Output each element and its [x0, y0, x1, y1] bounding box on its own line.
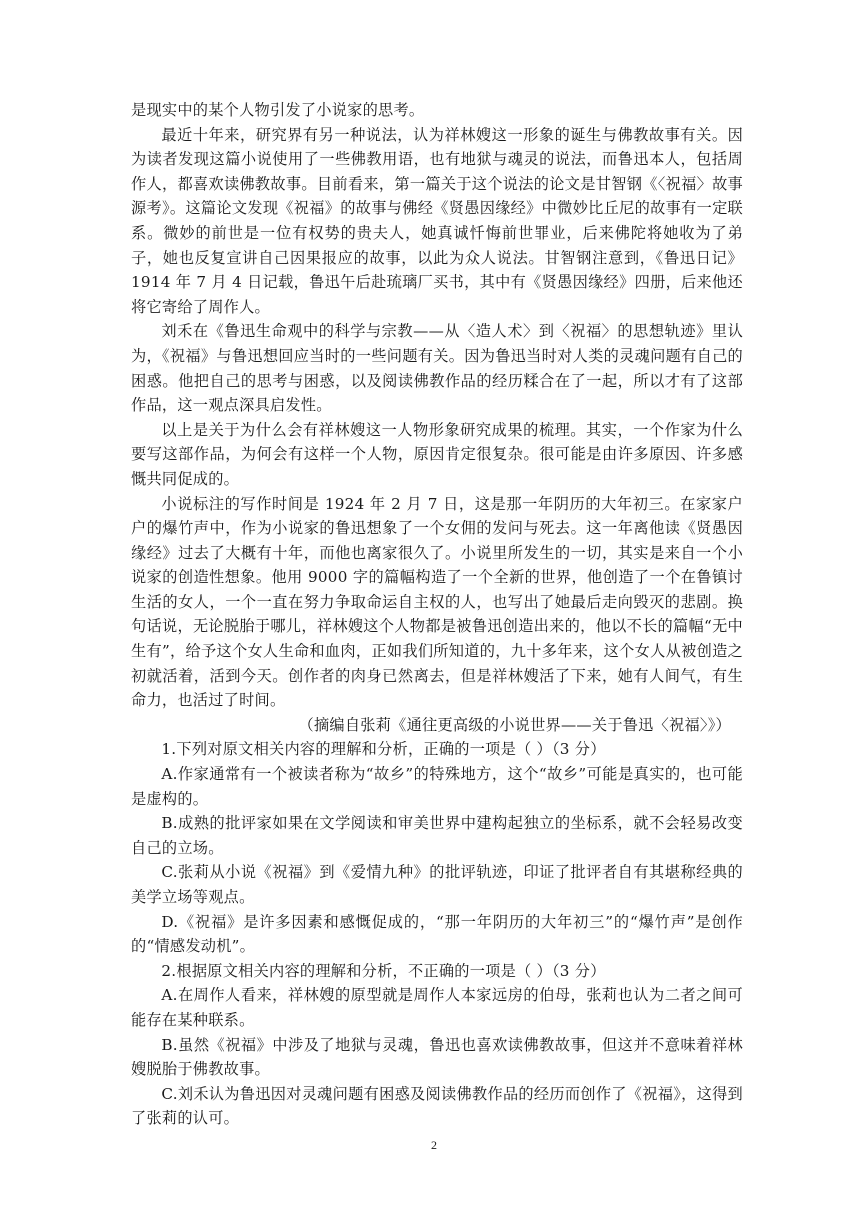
question-1-option-a: A.作家通常有一个被读者称为“故乡”的特殊地方，这个“故乡”可能是真实的，也可能是虚构的。: [131, 765, 743, 808]
question-1-option-d: D.《祝福》是许多因素和感慨促成的，“那一年阴历的大年初三”的“爆竹声”是创作的“情感发动机”。: [131, 912, 743, 956]
question-1-option-c: C.张莉从小说《祝福》到《爱情九种》的批评轨迹，印证了批评者自有其堪称经典的美学立场等观点。: [131, 863, 743, 906]
paragraph-writing-time: 小说标注的写作时间是 1924 年 2 月 7 日，这是那一年阴历的大年初三。在家家户户的爆竹声中，作为小说家的鲁迅想象了一个女佣的发问与死去。这一年离他读《贤愚因缘经》过去了大概有十年，而他也离家很久了。小说里所发生的一切，其实是来自一个小说家的创造性想象。他用 9000 字的篇幅构造了一个全新的世界，他创造了一个在鲁镇讨生活的女人，一个一直在努力争取命运自主权的人，也写出了她最后走向毁灭的悲剧。换句话说，无论脱胎于哪儿，祥林嫂这个人物都是被鲁迅创造出来的，他以不长的篇幅“无中生有”，给予这个女人生命和血肉，正如我们所知道的，九十多年来，这个女人从被创造之初就活着，活到今天。创作者的肉身已然离去，但是祥林嫂活了下来，她有人间气，有生命力，也活过了时间。: [131, 494, 743, 710]
question-2-stem: 2.根据原文相关内容的理解和分析，不正确的一项是（ ）（3 分）: [161, 961, 606, 980]
paragraph-summary: 以上是关于为什么会有祥林嫂这一人物形象研究成果的梳理。其实，一个作家为什么要写这部作品，为何会有这样一个人物，原因肯定很复杂。很可能是由许多原因、许多感慨共同促成的。: [131, 420, 743, 488]
question-2-option-c: C.刘禾认为鲁迅因对灵魂问题有困惑及阅读佛教作品的经历而创作了《祝福》，这得到了张莉的认可。: [131, 1084, 743, 1128]
document-body: [131, 98, 743, 1131]
question-1-option-b: B.成熟的批评家如果在文学阅读和审美世界中建构起独立的坐标系，就不会轻易改变自己的立场。: [131, 814, 743, 857]
paragraph-liu-he: 刘禾在《鲁迅生命观中的科学与宗教——从〈造人术〉到〈祝福〉的思想轨迹》里认为，《祝福》与鲁迅想回应当时的一些问题有关。因为鲁迅当时对人类的灵魂问题有自己的困惑。他把自己的思考与困惑，以及阅读佛教作品的经历糅合在了一起，所以才有了这部作品，这一观点深具启发性。: [131, 322, 743, 415]
question-1-stem: 1.下列对原文相关内容的理解和分析，正确的一项是（ ）（3 分）: [161, 740, 606, 759]
paragraph-buddhist-theory: 最近十年来，研究界有另一种说法，认为祥林嫂这一形象的诞生与佛教故事有关。因为读者发现这篇小说使用了一些佛教用语，也有地狱与魂灵的说法，而鲁迅本人，包括周作人，都喜欢读佛教故事。目前看来，第一篇关于这个说法的论文是甘智钢《〈祝福〉故事源考》。这篇论文发现《祝福》的故事与佛经《贤愚因缘经》中微妙比丘尼的故事有一定联系。微妙的前世是一位有权势的贵夫人，她真诚忏悔前世罪业，后来佛陀将她收为了弟子，她也反复宣讲自己因果报应的故事，以此为众人说法。甘智钢注意到，《鲁迅日记》1914 年 7 月 4 日记载，鲁迅午后赴琉璃厂买书，其中有《贤愚因缘经》四册，后来他还将它寄给了周作人。: [131, 125, 743, 316]
paragraph-continuation: 是现实中的某个人物引发了小说家的思考。: [131, 101, 425, 119]
page-number: 2: [431, 1138, 437, 1152]
source-citation: （摘编自张莉《通往更高级的小说世界——关于鲁迅〈祝福〉》）: [298, 715, 731, 734]
question-2-option-a: A.在周作人看来，祥林嫂的原型就是周作人本家远房的伯母，张莉也认为二者之间可能存在某种联系。: [131, 986, 743, 1029]
question-2-option-b: B.虽然《祝福》中涉及了地狱与灵魂，鲁迅也喜欢读佛教故事，但这并不意味着祥林嫂脱胎于佛教故事。: [131, 1035, 743, 1079]
